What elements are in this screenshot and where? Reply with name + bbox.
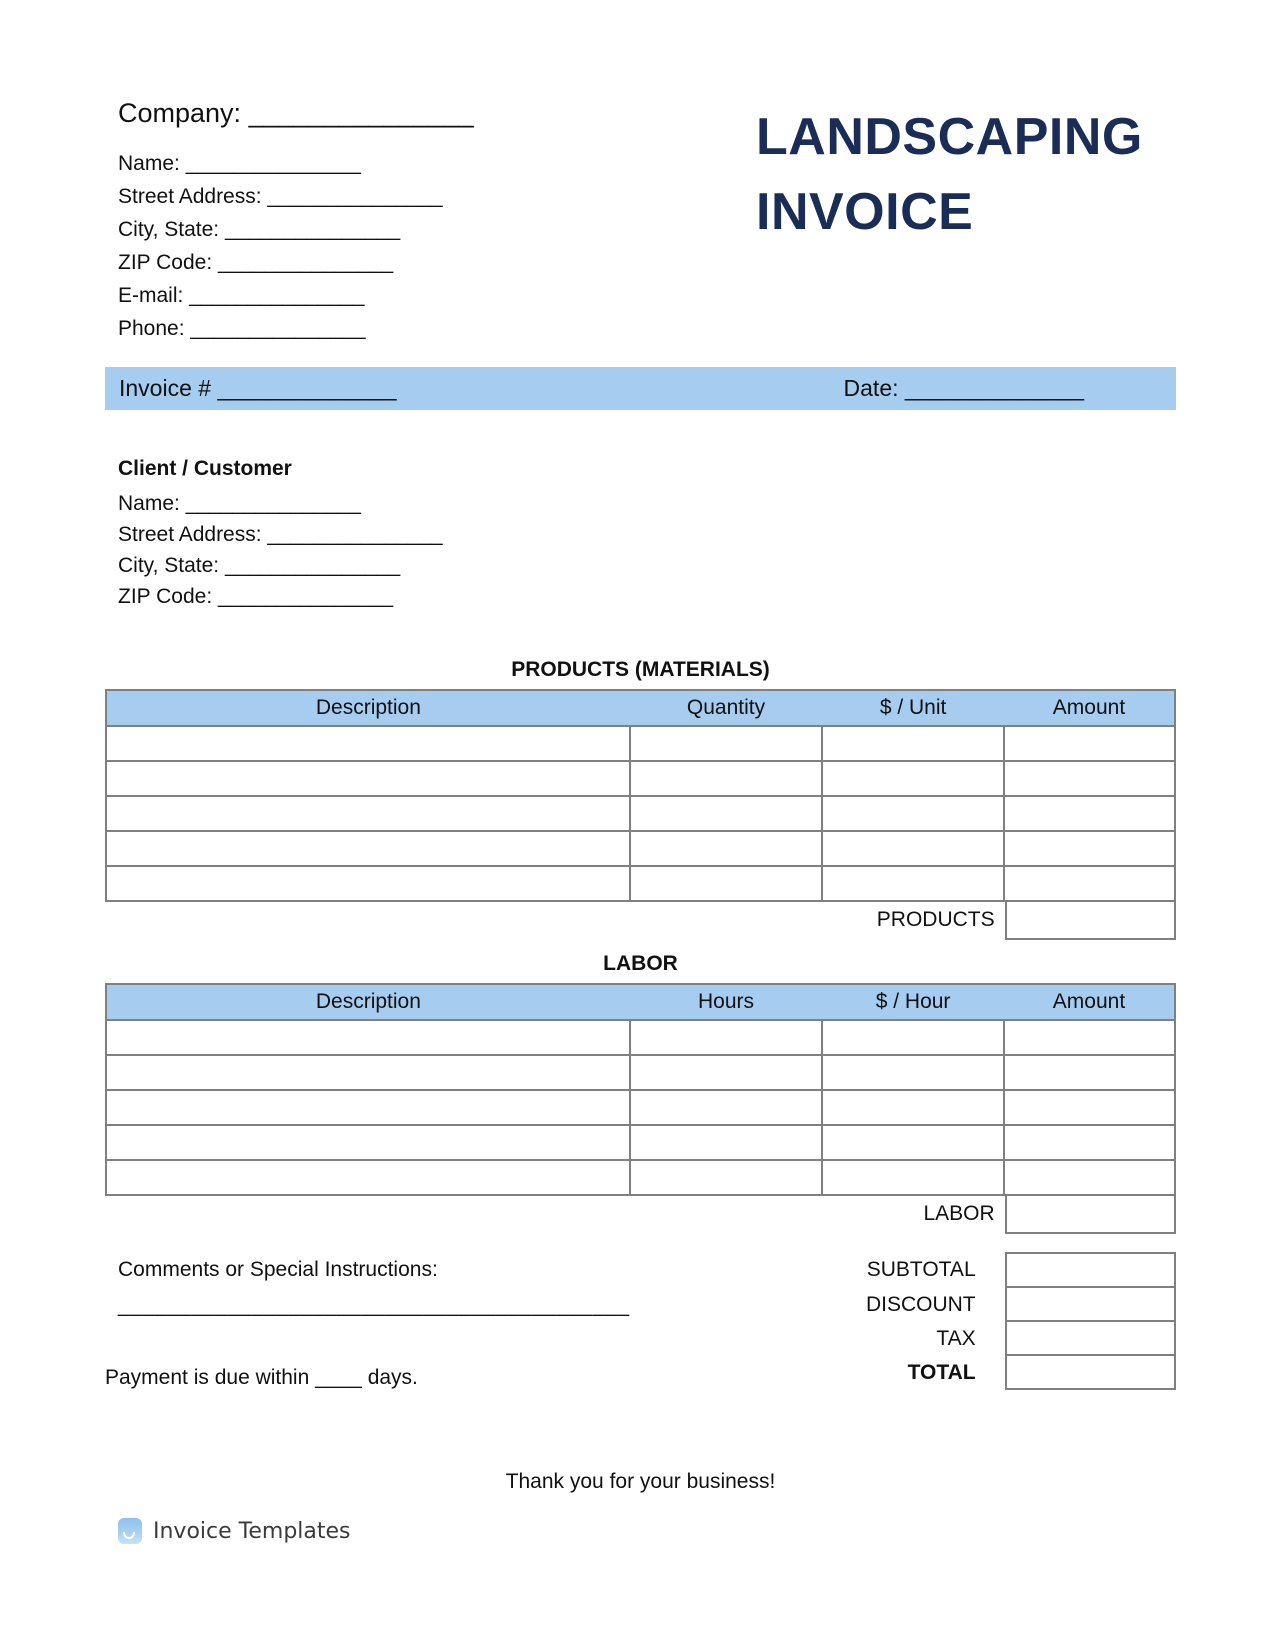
products-amount-cell[interactable] bbox=[1004, 761, 1175, 796]
client-zip-line bbox=[118, 581, 1176, 612]
company-email-label: E-mail: bbox=[118, 284, 184, 307]
labor-hour-rate-cell[interactable] bbox=[822, 1020, 1004, 1055]
comments-label: Comments or Special Instructions: bbox=[118, 1258, 438, 1281]
company-info-block bbox=[105, 98, 474, 345]
products-quantity-cell[interactable] bbox=[630, 866, 822, 901]
discount-row bbox=[726, 1288, 1176, 1322]
labor-hours-cell[interactable] bbox=[630, 1160, 822, 1195]
invoice-number-line bbox=[119, 375, 397, 402]
invoice-number-label: Invoice # bbox=[119, 375, 212, 401]
subtotal-box[interactable] bbox=[1005, 1252, 1176, 1288]
products-col-amount: Amount bbox=[1004, 690, 1175, 726]
company-city-state-blank-field[interactable]: _______________ bbox=[225, 218, 401, 241]
company-street-blank-field[interactable]: _______________ bbox=[267, 185, 443, 208]
discount-label: DISCOUNT bbox=[865, 1293, 976, 1316]
client-name-label: Name: bbox=[118, 492, 180, 515]
products-description-cell[interactable] bbox=[106, 761, 630, 796]
date-blank-field[interactable]: ______________ bbox=[904, 375, 1084, 401]
labor-amount-cell[interactable] bbox=[1004, 1055, 1175, 1090]
labor-description-cell[interactable] bbox=[106, 1055, 630, 1090]
total-row bbox=[726, 1356, 1176, 1390]
labor-hour-rate-cell[interactable] bbox=[822, 1055, 1004, 1090]
products-unit-price-cell[interactable] bbox=[822, 866, 1004, 901]
products-description-cell[interactable] bbox=[106, 866, 630, 901]
company-name-blank-field[interactable]: _______________ bbox=[185, 152, 361, 175]
labor-row bbox=[106, 1125, 1175, 1160]
company-zip-line bbox=[118, 246, 474, 279]
products-row bbox=[106, 831, 1175, 866]
company-zip-blank-field[interactable]: _______________ bbox=[218, 251, 394, 274]
company-city-state-line bbox=[118, 213, 474, 246]
company-email-line bbox=[118, 279, 474, 312]
products-total-row bbox=[105, 900, 1176, 940]
company-name-label: Name: bbox=[118, 152, 180, 175]
client-block bbox=[105, 454, 1176, 612]
products-amount-cell[interactable] bbox=[1004, 866, 1175, 901]
labor-amount-cell[interactable] bbox=[1004, 1090, 1175, 1125]
tax-box[interactable] bbox=[1005, 1322, 1176, 1356]
invoice-number-blank-field[interactable]: ______________ bbox=[217, 375, 397, 401]
comments-blank-field[interactable]: __________________________________________ bbox=[118, 1294, 630, 1317]
labor-description-cell[interactable] bbox=[106, 1125, 630, 1160]
labor-hour-rate-cell[interactable] bbox=[822, 1090, 1004, 1125]
products-description-cell[interactable] bbox=[106, 796, 630, 831]
products-amount-cell[interactable] bbox=[1004, 726, 1175, 761]
labor-hours-cell[interactable] bbox=[630, 1020, 822, 1055]
client-zip-label: ZIP Code: bbox=[118, 585, 213, 608]
company-blank-field[interactable]: _______________ bbox=[248, 98, 474, 128]
products-quantity-cell[interactable] bbox=[630, 831, 822, 866]
header bbox=[105, 98, 1176, 345]
products-total-label: PRODUCTS bbox=[876, 908, 995, 931]
subtotal-row bbox=[726, 1252, 1176, 1288]
payment-suffix: days. bbox=[367, 1366, 418, 1389]
labor-hours-cell[interactable] bbox=[630, 1090, 822, 1125]
payment-prefix: Payment is due within bbox=[105, 1366, 310, 1389]
invoice-bar bbox=[105, 367, 1176, 410]
labor-header-row bbox=[106, 984, 1175, 1020]
total-label: TOTAL bbox=[907, 1361, 976, 1384]
labor-col-amount: Amount bbox=[1004, 984, 1175, 1020]
payment-terms-line bbox=[105, 1360, 726, 1396]
subtotal-label: SUBTOTAL bbox=[866, 1258, 976, 1281]
labor-total-label: LABOR bbox=[923, 1202, 995, 1225]
labor-row bbox=[106, 1090, 1175, 1125]
page-title: LANDSCAPING INVOICE bbox=[756, 108, 1143, 241]
company-phone-label: Phone: bbox=[118, 317, 185, 340]
labor-col-description: Description bbox=[106, 984, 630, 1020]
company-street-line bbox=[118, 180, 474, 213]
products-col-description: Description bbox=[106, 690, 630, 726]
labor-hours-cell[interactable] bbox=[630, 1055, 822, 1090]
tax-label: TAX bbox=[936, 1327, 976, 1350]
client-heading: Client / Customer bbox=[118, 457, 292, 480]
labor-row bbox=[106, 1055, 1175, 1090]
comments-block bbox=[105, 1252, 726, 1396]
products-quantity-cell[interactable] bbox=[630, 796, 822, 831]
client-name-blank-field[interactable]: _______________ bbox=[185, 492, 361, 515]
company-street-label: Street Address: bbox=[118, 185, 262, 208]
client-city-state-label: City, State: bbox=[118, 554, 220, 577]
products-description-cell[interactable] bbox=[106, 831, 630, 866]
payment-days-blank-field[interactable]: ____ bbox=[315, 1366, 362, 1389]
products-header-row bbox=[106, 690, 1175, 726]
labor-table bbox=[105, 983, 1176, 1196]
products-quantity-cell[interactable] bbox=[630, 761, 822, 796]
products-unit-price-cell[interactable] bbox=[822, 796, 1004, 831]
products-section-title: PRODUCTS (MATERIALS) bbox=[511, 658, 770, 681]
labor-row bbox=[106, 1160, 1175, 1195]
client-zip-blank-field[interactable]: _______________ bbox=[218, 585, 394, 608]
client-name-line bbox=[118, 488, 1176, 519]
products-description-cell[interactable] bbox=[106, 726, 630, 761]
products-col-unit-price: $ / Unit bbox=[822, 690, 1004, 726]
labor-section-title: LABOR bbox=[603, 952, 678, 975]
company-line bbox=[118, 98, 474, 129]
products-unit-price-cell[interactable] bbox=[822, 726, 1004, 761]
company-name-line bbox=[118, 147, 474, 180]
labor-hour-rate-cell[interactable] bbox=[822, 1160, 1004, 1195]
products-quantity-cell[interactable] bbox=[630, 726, 822, 761]
summary-section bbox=[105, 1252, 1176, 1396]
labor-description-cell[interactable] bbox=[106, 1090, 630, 1125]
brand-name: Invoice Templates bbox=[153, 1518, 351, 1544]
products-col-quantity: Quantity bbox=[630, 690, 822, 726]
products-row bbox=[106, 866, 1175, 901]
labor-total-row bbox=[105, 1194, 1176, 1234]
products-table bbox=[105, 689, 1176, 902]
labor-row bbox=[106, 1020, 1175, 1055]
invoice-templates-brand[interactable] bbox=[118, 1518, 351, 1544]
products-amount-cell[interactable] bbox=[1004, 796, 1175, 831]
company-label: Company: bbox=[118, 98, 242, 128]
total-box[interactable] bbox=[1005, 1356, 1176, 1390]
smile-glyph bbox=[123, 1532, 135, 1539]
client-street-line bbox=[118, 519, 1176, 550]
products-total-box[interactable] bbox=[1005, 900, 1176, 940]
products-row bbox=[106, 726, 1175, 761]
discount-box[interactable] bbox=[1005, 1288, 1176, 1322]
products-unit-price-cell[interactable] bbox=[822, 761, 1004, 796]
labor-amount-cell[interactable] bbox=[1004, 1160, 1175, 1195]
client-street-label: Street Address: bbox=[118, 523, 262, 546]
company-phone-blank-field[interactable]: _______________ bbox=[190, 317, 366, 340]
client-street-blank-field[interactable]: _______________ bbox=[267, 523, 443, 546]
company-phone-line bbox=[118, 312, 474, 345]
client-city-state-blank-field[interactable]: _______________ bbox=[225, 554, 401, 577]
labor-col-hour-rate: $ / Hour bbox=[822, 984, 1004, 1020]
labor-amount-cell[interactable] bbox=[1004, 1125, 1175, 1160]
labor-hours-cell[interactable] bbox=[630, 1125, 822, 1160]
client-city-state-line bbox=[118, 550, 1176, 581]
labor-description-cell[interactable] bbox=[106, 1020, 630, 1055]
date-line bbox=[844, 375, 1176, 402]
date-label: Date: bbox=[843, 375, 899, 401]
labor-col-hours: Hours bbox=[630, 984, 822, 1020]
labor-total-box[interactable] bbox=[1005, 1194, 1176, 1234]
products-row bbox=[106, 796, 1175, 831]
totals-block bbox=[726, 1252, 1176, 1396]
products-unit-price-cell[interactable] bbox=[822, 831, 1004, 866]
company-email-blank-field[interactable]: _______________ bbox=[189, 284, 365, 307]
company-city-state-label: City, State: bbox=[118, 218, 220, 241]
labor-description-cell[interactable] bbox=[106, 1160, 630, 1195]
company-zip-label: ZIP Code: bbox=[118, 251, 213, 274]
invoice-templates-logo-icon bbox=[118, 1518, 142, 1544]
products-row bbox=[106, 761, 1175, 796]
labor-hour-rate-cell[interactable] bbox=[822, 1125, 1004, 1160]
tax-row bbox=[726, 1322, 1176, 1356]
thank-you-message: Thank you for your business! bbox=[505, 1470, 776, 1493]
products-amount-cell[interactable] bbox=[1004, 831, 1175, 866]
labor-amount-cell[interactable] bbox=[1004, 1020, 1175, 1055]
